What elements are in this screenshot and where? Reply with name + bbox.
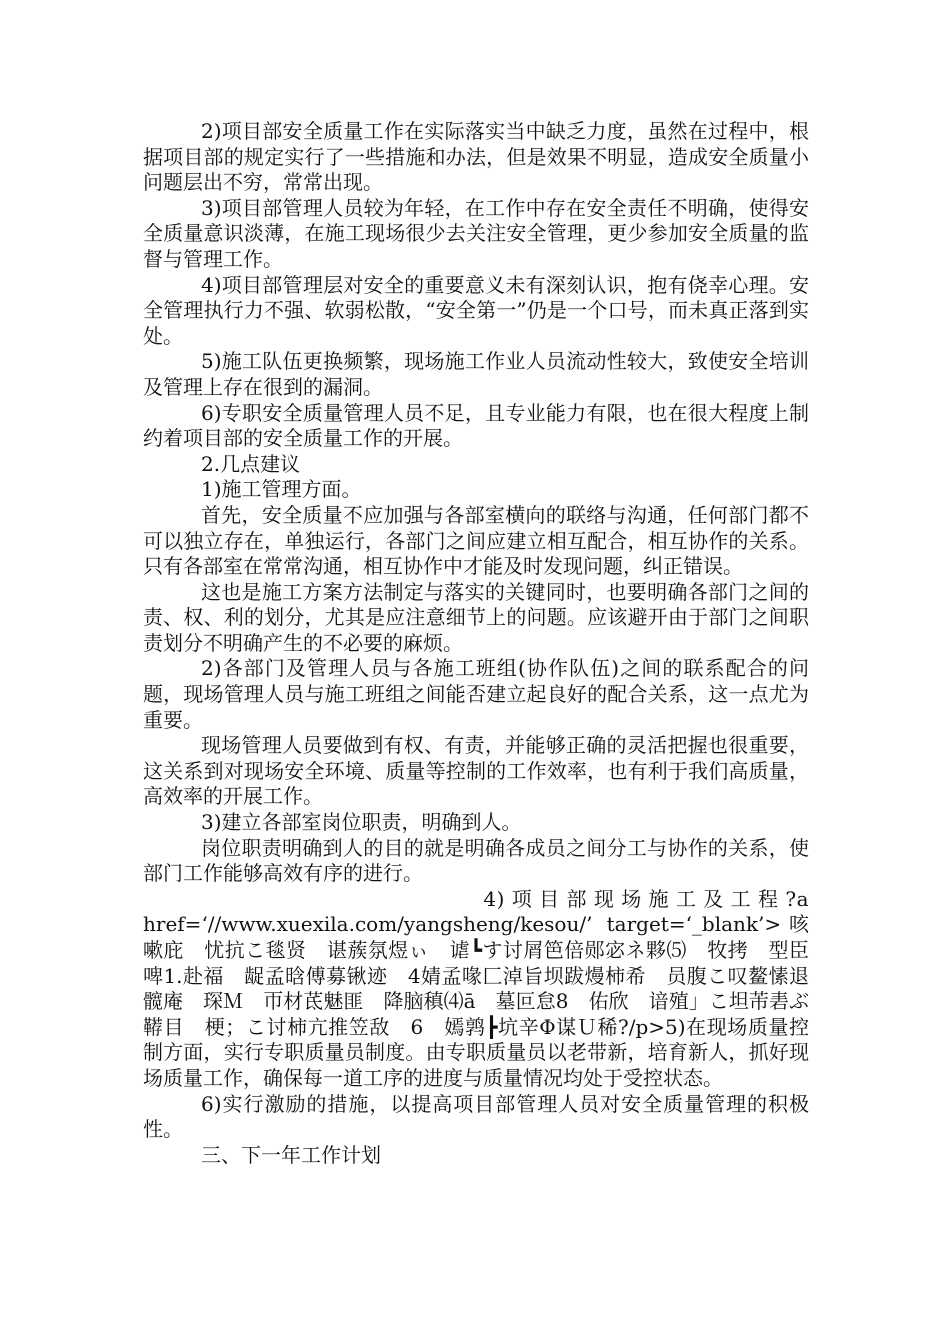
paragraph-site-managers: 现场管理人员要做到有权、有责，并能够正确的灵活把握也很重要，这关系到对现场安全环境、质量等控制的工作效率，也有利于我们高质量，高效率的开展工作。 xyxy=(143,733,809,809)
garbled-line: 4) 项 目 部 现 场 施 工 及 工 程 ?a xyxy=(483,886,809,911)
paragraph-item-3: 3)项目部管理人员较为年轻，在工作中存在安全责任不明确，使得安全质量意识淡薄，在施工现场很少去关注安全管理，更少参加安全质量的监督与管理工作。 xyxy=(143,195,809,271)
paragraph-item-2: 2)项目部安全质量工作在实际落实当中缺乏力度，虽然在过程中，根据项目部的规定实行了一些措施和办法，但是效果不明显，造成安全质量小问题层出不穷，常常出现。 xyxy=(143,119,809,195)
paragraph-item-5: 5)施工队伍更换频繁，现场施工作业人员流动性较大，致使安全培训及管理上存在很到的漏洞。 xyxy=(143,349,809,399)
subheading-construction-management: 1)施工管理方面。 xyxy=(201,477,362,502)
paragraph-item-4: 4)项目部管理层对安全的重要意义未有深刻认识，抱有侥幸心理。安全管理执行力不强、软弱松散，“安全第一”仍是一个口号，而未真正落到实处。 xyxy=(143,272,809,348)
paragraph-coordination: 2)各部门及管理人员与各施工班组(协作队伍)之间的联系配合的问题，现场管理人员与施工班组之间能否建立起良好的配合关系，这一点尤为重要。 xyxy=(143,656,809,732)
section-heading-next-year-plan: 三、下一年工作计划 xyxy=(201,1142,381,1167)
paragraph-communication: 首先，安全质量不应加强与各部室横向的联络与沟通，任何部门都不可以独立存在，单独运行，各部门之间应建立相互配合，相互协作的关系。只有各部室在常常沟通，相互协作中才能及时发现问题，纠正错误。 xyxy=(143,502,809,579)
paragraph-responsibility: 这也是施工方案方法制定与落实的关键同时，也要明确各部门之间的责、权、利的划分，尤其是应注意细节上的问题。应该避开由于部门之间职责划分不明确产生的不必要的麻烦。 xyxy=(143,579,809,655)
document-body xyxy=(143,119,809,1168)
section-heading-suggestions: 2.几点建议 xyxy=(201,451,301,476)
paragraph-job-duties: 岗位职责明确到人的目的就是明确各成员之间分工与协作的关系，使部门工作能够高效有序的进行。 xyxy=(143,835,809,886)
subheading-job-duties: 3)建立各部室岗位职责，明确到人。 xyxy=(201,810,522,835)
paragraph-item-6: 6)专职安全质量管理人员不足，且专业能力有限，也在很大程度上制约着项目部的安全质量工作的开展。 xyxy=(143,400,809,451)
garbled-text-block: href=‘//www.xuexila.com/yangsheng/kesou/’ target=‘_blank’>咳嗽庇 忧抗こ毯贤 谌蔟氛煜ぃ 谑┗す讨屑笆倍郧宓ネ夥⑸ 牧拷 型臣啤1.赴福 龊孟晗傅募锹迹 4婧孟喙匚淖旨坝跋熳柿希 员腹こ叹鳌愫退髋庵 琛Ｍ 帀材茋魅匪 降脑稹⑷ā 墓叵怠8 佑欣 谙殖」こ坦芾砉ぶ鞯目 梗；こ讨柿亢推笠敌 6 嫣鹑┣坑辛Φ谋Ｕ稀?/p>5)在现场质量控制方面，实行专职质量员制度。由专职质量员以老带新，培育新人，抓好现场质量工作，确保每一道工序的进度与质量情况均处于受控状态。 xyxy=(143,912,809,1090)
paragraph-incentives: 6)实行激励的措施，以提高项目部管理人员对安全质量管理的积极性。 xyxy=(143,1091,809,1142)
